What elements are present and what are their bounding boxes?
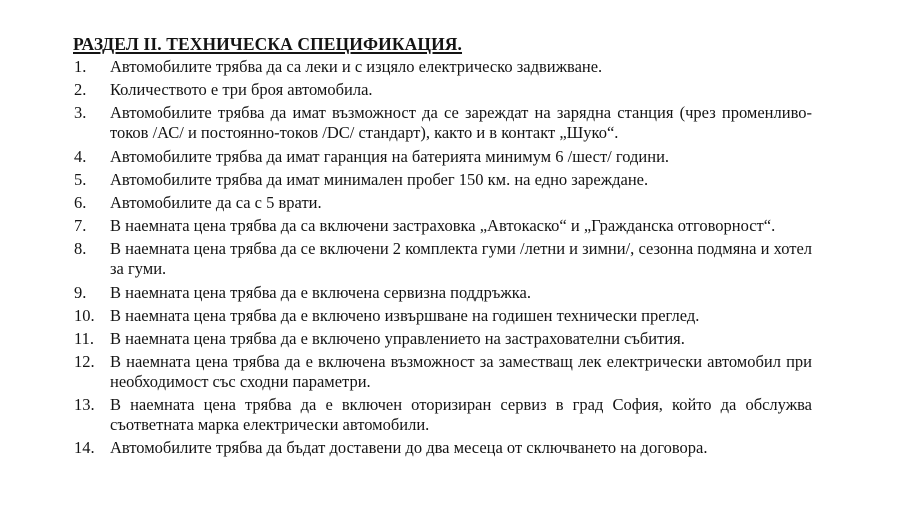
item-text: Автомобилите да са с 5 врати.: [110, 192, 322, 212]
list-item: [74, 283, 812, 303]
item-number: 12.: [74, 352, 95, 372]
list-item: [74, 216, 812, 236]
item-text: Автомобилите трябва да имат гаранция на батерията минимум 6 /шест/ години.: [110, 146, 670, 166]
item-number: 3.: [74, 103, 87, 123]
list-item: [74, 239, 812, 279]
item-number: 8.: [74, 239, 87, 259]
item-text: В наемната цена трябва да е включено извършване на годишен технически преглед.: [110, 305, 700, 325]
item-text: В наемната цена трябва да е включено управлението на застрахователни събития.: [110, 328, 685, 348]
item-text: Автомобилите трябва да са леки и с изцяло електрическо задвижване.: [110, 57, 603, 76]
item-number: 9.: [74, 282, 87, 302]
list-item: [74, 147, 812, 167]
item-text: В наемната цена трябва да е включен оторизиран сервиз в град София, който да обслужва съответната марка електрически автомобили.: [110, 395, 812, 435]
list-item: [74, 352, 812, 392]
list-item: [74, 80, 812, 100]
item-text: Количеството е три броя автомобила.: [110, 80, 373, 100]
list-item: [74, 170, 812, 190]
item-number: 6.: [74, 192, 87, 212]
item-text: Автомобилите трябва да бъдат доставени до два месеца от сключването на договора.: [110, 438, 708, 458]
item-text: В наемната цена трябва да е включена възможност за заместващ лек електрически автомобил при необходимост със сходни параметри.: [110, 352, 812, 392]
item-text: В наемната цена трябва да се включени 2 комплекта гуми /летни и зимни/, сезонна подмяна и хотел за гуми.: [110, 239, 812, 279]
list-item: [74, 438, 812, 458]
list-item: [74, 395, 812, 435]
item-text: Автомобилите трябва да имат възможност да се зареждат на зарядна станция (чрез променливо-токов /АС/ и постоянно-токов /DC/ стандарт), както и в контакт „Шуко“.: [110, 103, 812, 143]
section-heading: РАЗДЕЛ II. ТЕХНИЧЕСКА СПЕЦИФИКАЦИЯ.: [73, 34, 463, 54]
item-text: Автомобилите трябва да имат минимален пробег 150 км. на едно зареждане.: [110, 169, 649, 189]
item-number: 5.: [74, 169, 87, 189]
list-item: [74, 306, 812, 326]
item-number: 10.: [74, 305, 95, 325]
list-item: [74, 193, 812, 213]
item-number: 4.: [74, 146, 87, 166]
item-text: В наемната цена трябва да са включени застраховка „Автокаско“ и „Гражданска отговорност“.: [110, 216, 776, 236]
item-number: 2.: [74, 80, 87, 100]
list-item: [74, 57, 812, 77]
item-text: В наемната цена трябва да е включена сервизна поддръжка.: [110, 282, 531, 302]
specification-list: [74, 57, 812, 462]
item-number: 13.: [74, 395, 95, 415]
item-number: 14.: [74, 438, 95, 458]
item-number: 7.: [74, 216, 87, 236]
list-item: [74, 103, 812, 143]
item-number: 1.: [74, 57, 87, 76]
item-number: 11.: [74, 328, 95, 348]
list-item: [74, 329, 812, 349]
